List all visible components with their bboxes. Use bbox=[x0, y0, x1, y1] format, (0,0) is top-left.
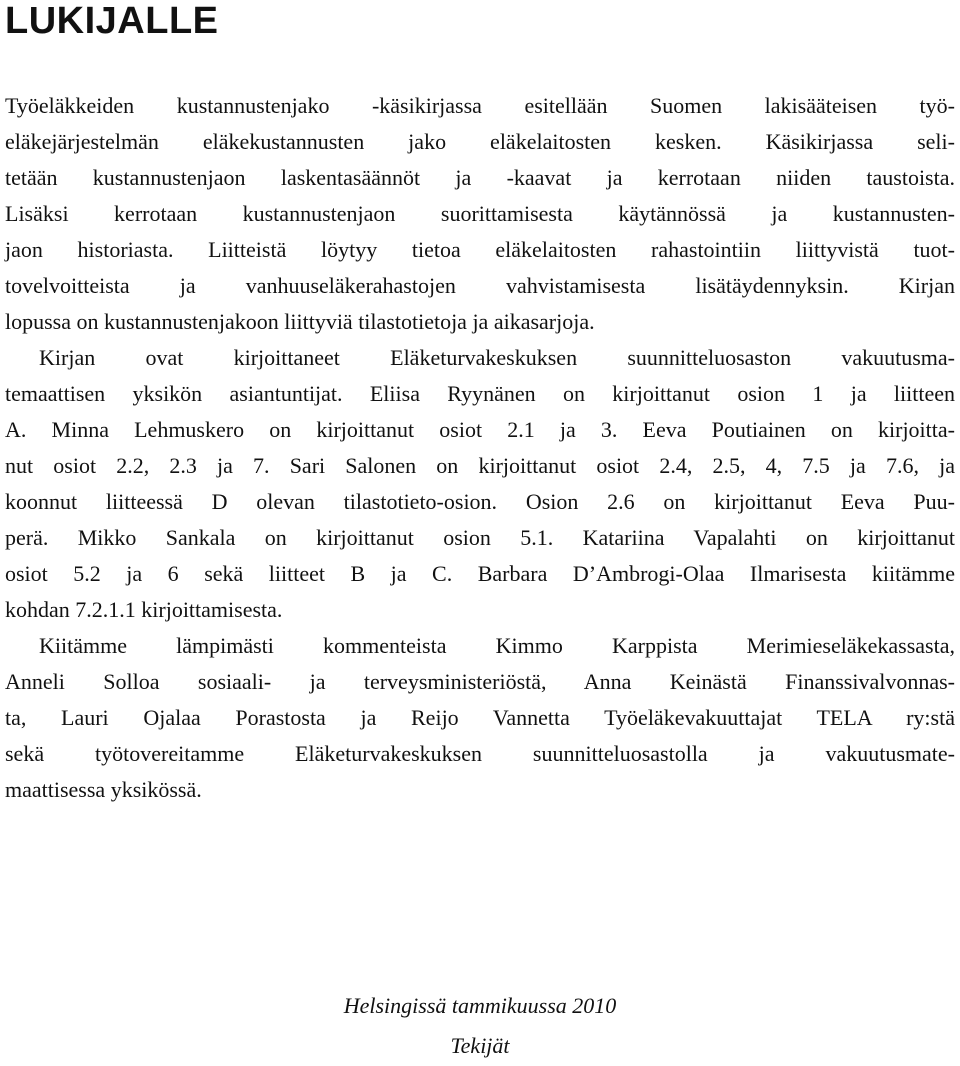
authors-signoff: Tekijät bbox=[450, 1033, 510, 1058]
text-line: tetään kustannustenjaon laskentasäännöt ja -kaavat ja kerrotaan niiden taustoista. bbox=[5, 165, 955, 190]
text-line: nut osiot 2.2, 2.3 ja 7. Sari Salonen on kirjoittanut osiot 2.4, 2.5, 4, 7.5 ja 7.6, ja bbox=[5, 453, 955, 478]
text-line: ta, Lauri Ojalaa Porastosta ja Reijo Vannetta Työeläkevakuuttajat TELA ry:stä bbox=[5, 705, 955, 730]
text-line: sekä työtovereitamme Eläketurvakeskuksen suunnitteluosastolla ja vakuutusmate- bbox=[5, 741, 955, 766]
text-line: eläkejärjestelmän eläkekustannusten jako eläkelaitosten kesken. Käsikirjassa seli- bbox=[5, 129, 955, 154]
signature-block bbox=[0, 986, 960, 1066]
text-line: Anneli Solloa sosiaali- ja terveysministeriöstä, Anna Keinästä Finanssivalvonnas- bbox=[5, 669, 955, 694]
text-line: Lisäksi kerrotaan kustannustenjaon suorittamisesta käytännössä ja kustannusten- bbox=[5, 201, 955, 226]
text-line: jaon historiasta. Liitteistä löytyy tietoa eläkelaitosten rahastointiin liittyvistä tuot- bbox=[5, 237, 955, 262]
text-line: Työeläkkeiden kustannustenjako -käsikirjassa esitellään Suomen lakisääteisen työ- bbox=[5, 93, 955, 118]
text-line: osiot 5.2 ja 6 sekä liitteet B ja C. Barbara D’Ambrogi-Olaa Ilmarisesta kiitämme bbox=[5, 561, 955, 586]
paragraph-intro bbox=[5, 88, 955, 340]
text-line: Kirjan ovat kirjoittaneet Eläketurvakeskuksen suunnitteluosaston vakuutusma- bbox=[39, 345, 955, 370]
text-line: perä. Mikko Sankala on kirjoittanut osion 5.1. Katariina Vapalahti on kirjoittanut bbox=[5, 525, 955, 550]
text-line: Kiitämme lämpimästi kommenteista Kimmo Karppista Merimieseläkekassasta, bbox=[39, 633, 955, 658]
text-line: tovelvoitteista ja vanhuuseläkerahastojen vahvistamisesta lisätäydennyksin. Kirjan bbox=[5, 273, 955, 298]
text-line: temaattisen yksikön asiantuntijat. Eliisa Ryynänen on kirjoittanut osion 1 ja liitteen bbox=[5, 381, 955, 406]
body-text bbox=[5, 88, 955, 808]
text-line: maattisessa yksikössä. bbox=[5, 777, 202, 802]
paragraph-authors bbox=[5, 340, 955, 628]
page-title: LUKIJALLE bbox=[5, 0, 219, 42]
place-date: Helsingissä tammikuussa 2010 bbox=[343, 993, 617, 1018]
paragraph-thanks bbox=[5, 628, 955, 808]
text-line: lopussa on kustannustenjakoon liittyviä tilastotietoja ja aikasarjoja. bbox=[5, 309, 595, 334]
document-page bbox=[5, 0, 955, 808]
text-line: kohdan 7.2.1.1 kirjoittamisesta. bbox=[5, 597, 283, 622]
text-line: koonnut liitteessä D olevan tilastotieto-osion. Osion 2.6 on kirjoittanut Eeva Puu- bbox=[5, 489, 955, 514]
text-line: A. Minna Lehmuskero on kirjoittanut osiot 2.1 ja 3. Eeva Poutiainen on kirjoitta- bbox=[5, 417, 955, 442]
